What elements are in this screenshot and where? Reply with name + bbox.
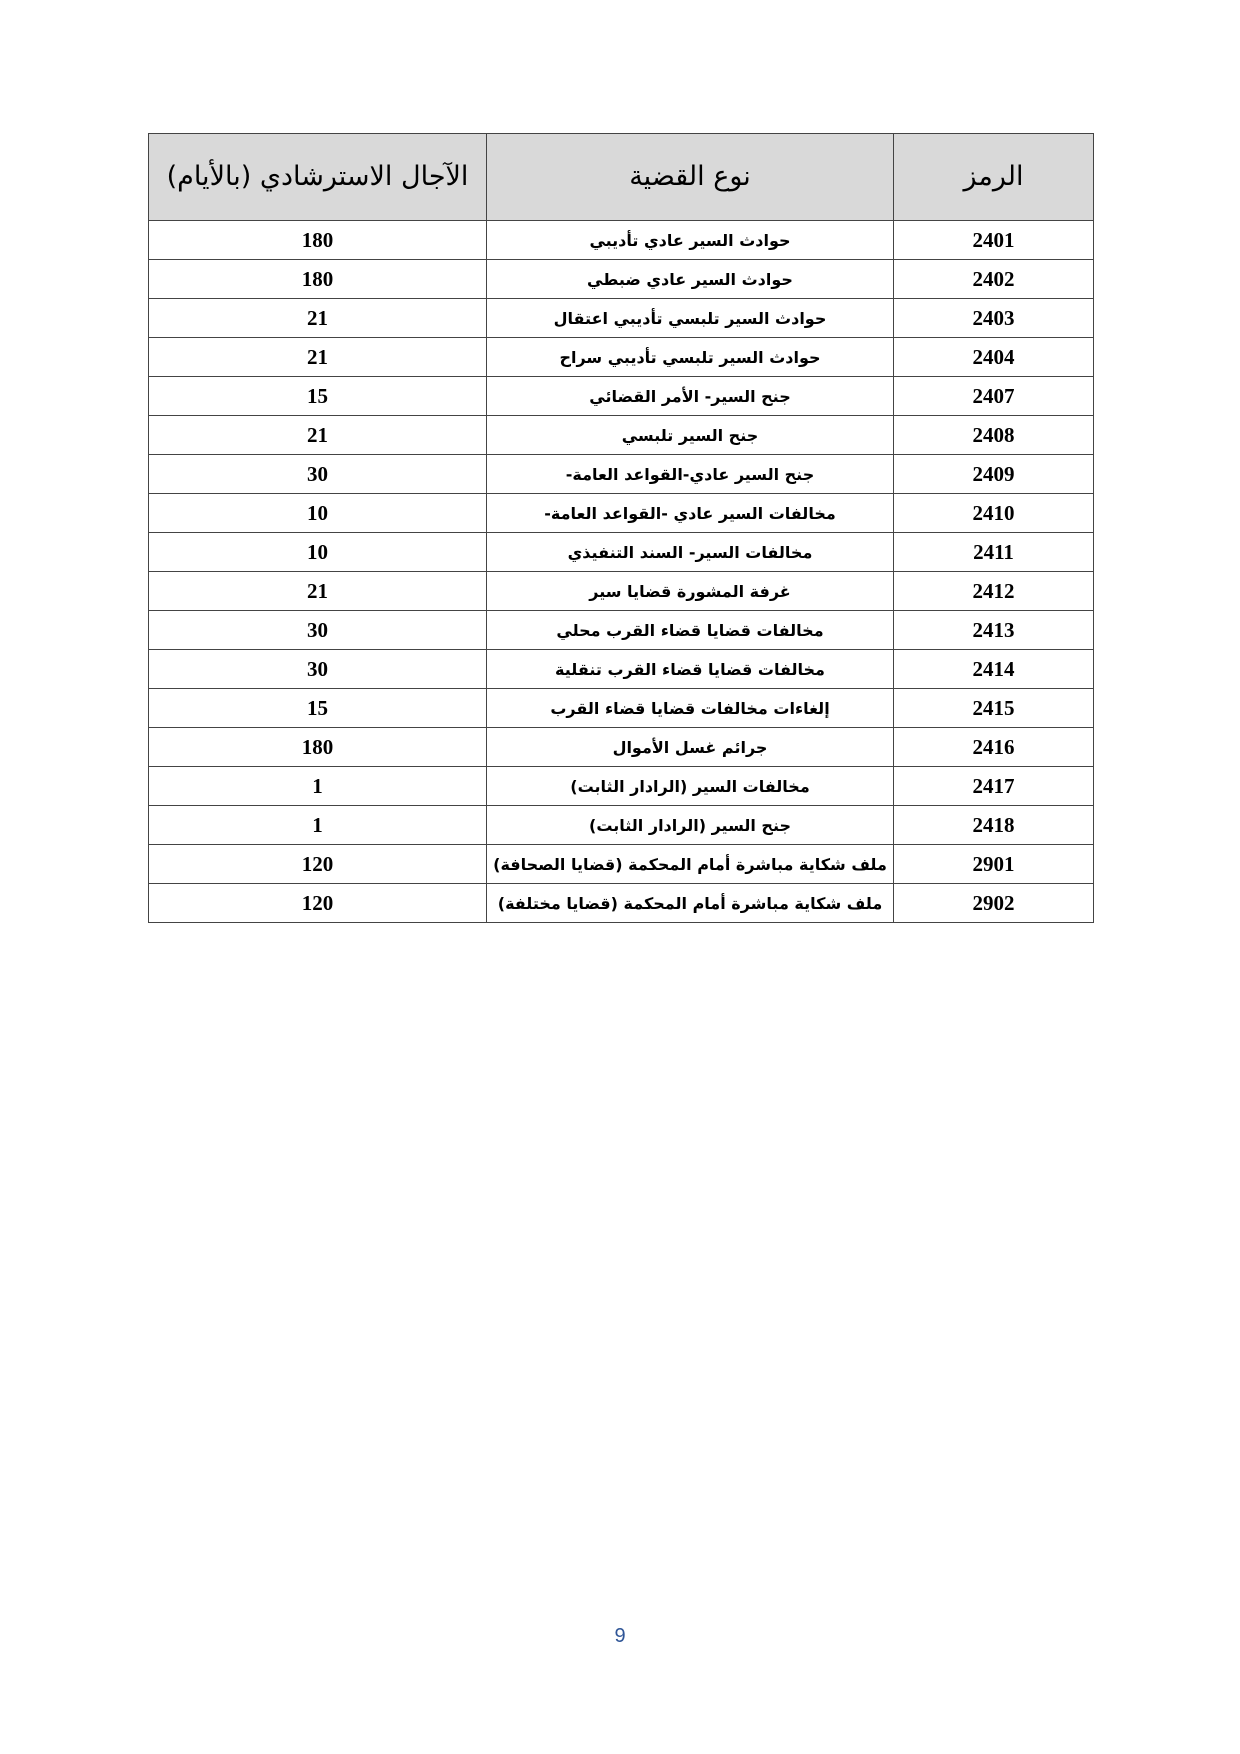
table-body [149,221,1094,923]
table-row [149,221,1094,260]
cell-deadline-days: 30 [149,611,487,650]
cell-case-type: ملف شكاية مباشرة أمام المحكمة (قضايا الصحافة) [487,845,894,884]
table-row [149,728,1094,767]
cell-deadline-days: 120 [149,845,487,884]
cell-deadline-days: 180 [149,260,487,299]
cell-deadline-days: 21 [149,338,487,377]
cell-code: 2902 [894,884,1094,923]
table-row [149,689,1094,728]
cell-code: 2401 [894,221,1094,260]
cell-code: 2901 [894,845,1094,884]
case-deadlines-table [148,133,1094,923]
cell-case-type: حوادث السير عادي تأديبي [487,221,894,260]
cell-deadline-days: 10 [149,533,487,572]
table-row [149,884,1094,923]
cell-code: 2411 [894,533,1094,572]
cell-code: 2409 [894,455,1094,494]
cell-code: 2407 [894,377,1094,416]
table-row [149,494,1094,533]
cell-code: 2418 [894,806,1094,845]
table-row [149,611,1094,650]
table-row [149,533,1094,572]
cell-deadline-days: 15 [149,377,487,416]
cell-case-type: جنح السير- الأمر القضائي [487,377,894,416]
cell-code: 2417 [894,767,1094,806]
table-row [149,416,1094,455]
cell-case-type: حوادث السير تلبسي تأديبي اعتقال [487,299,894,338]
cell-case-type: مخالفات السير- السند التنفيذي [487,533,894,572]
cell-case-type: حوادث السير عادي ضبطي [487,260,894,299]
cell-case-type: مخالفات السير (الرادار الثابت) [487,767,894,806]
cell-deadline-days: 1 [149,806,487,845]
cell-case-type: حوادث السير تلبسي تأديبي سراح [487,338,894,377]
cell-case-type: إلغاءات مخالفات قضايا قضاء القرب [487,689,894,728]
cell-deadline-days: 180 [149,221,487,260]
cell-deadline-days: 21 [149,416,487,455]
cell-code: 2402 [894,260,1094,299]
table-row [149,338,1094,377]
cell-case-type: جنح السير (الرادار الثابت) [487,806,894,845]
cell-case-type: مخالفات قضايا قضاء القرب محلي [487,611,894,650]
cell-code: 2403 [894,299,1094,338]
table-row [149,650,1094,689]
cell-deadline-days: 180 [149,728,487,767]
cell-case-type: مخالفات قضايا قضاء القرب تنقلية [487,650,894,689]
table-row [149,260,1094,299]
header-case-type: نوع القضية [487,134,894,221]
cell-deadline-days: 15 [149,689,487,728]
cell-deadline-days: 120 [149,884,487,923]
cell-code: 2408 [894,416,1094,455]
cell-deadline-days: 21 [149,299,487,338]
cell-case-type: جنح السير عادي-القواعد العامة- [487,455,894,494]
cell-code: 2415 [894,689,1094,728]
table-header-row [149,134,1094,221]
cell-deadline-days: 1 [149,767,487,806]
cell-code: 2412 [894,572,1094,611]
table-row [149,299,1094,338]
cell-case-type: جنح السير تلبسي [487,416,894,455]
cell-deadline-days: 10 [149,494,487,533]
cell-deadline-days: 30 [149,455,487,494]
table-row [149,377,1094,416]
table-row [149,767,1094,806]
table-row [149,572,1094,611]
cell-case-type: ملف شكاية مباشرة أمام المحكمة (قضايا مختلفة) [487,884,894,923]
cell-case-type: غرفة المشورة قضايا سير [487,572,894,611]
table-row [149,455,1094,494]
header-code: الرمز [894,134,1094,221]
page-number: 9 [614,1625,626,1647]
cell-code: 2404 [894,338,1094,377]
header-deadline-days: الآجال الاسترشادي (بالأيام) [149,134,487,221]
cell-case-type: مخالفات السير عادي -القواعد العامة- [487,494,894,533]
table-row [149,806,1094,845]
cell-code: 2416 [894,728,1094,767]
cell-deadline-days: 30 [149,650,487,689]
cell-deadline-days: 21 [149,572,487,611]
cell-code: 2414 [894,650,1094,689]
table-row [149,845,1094,884]
cell-code: 2410 [894,494,1094,533]
cell-case-type: جرائم غسل الأموال [487,728,894,767]
cell-code: 2413 [894,611,1094,650]
